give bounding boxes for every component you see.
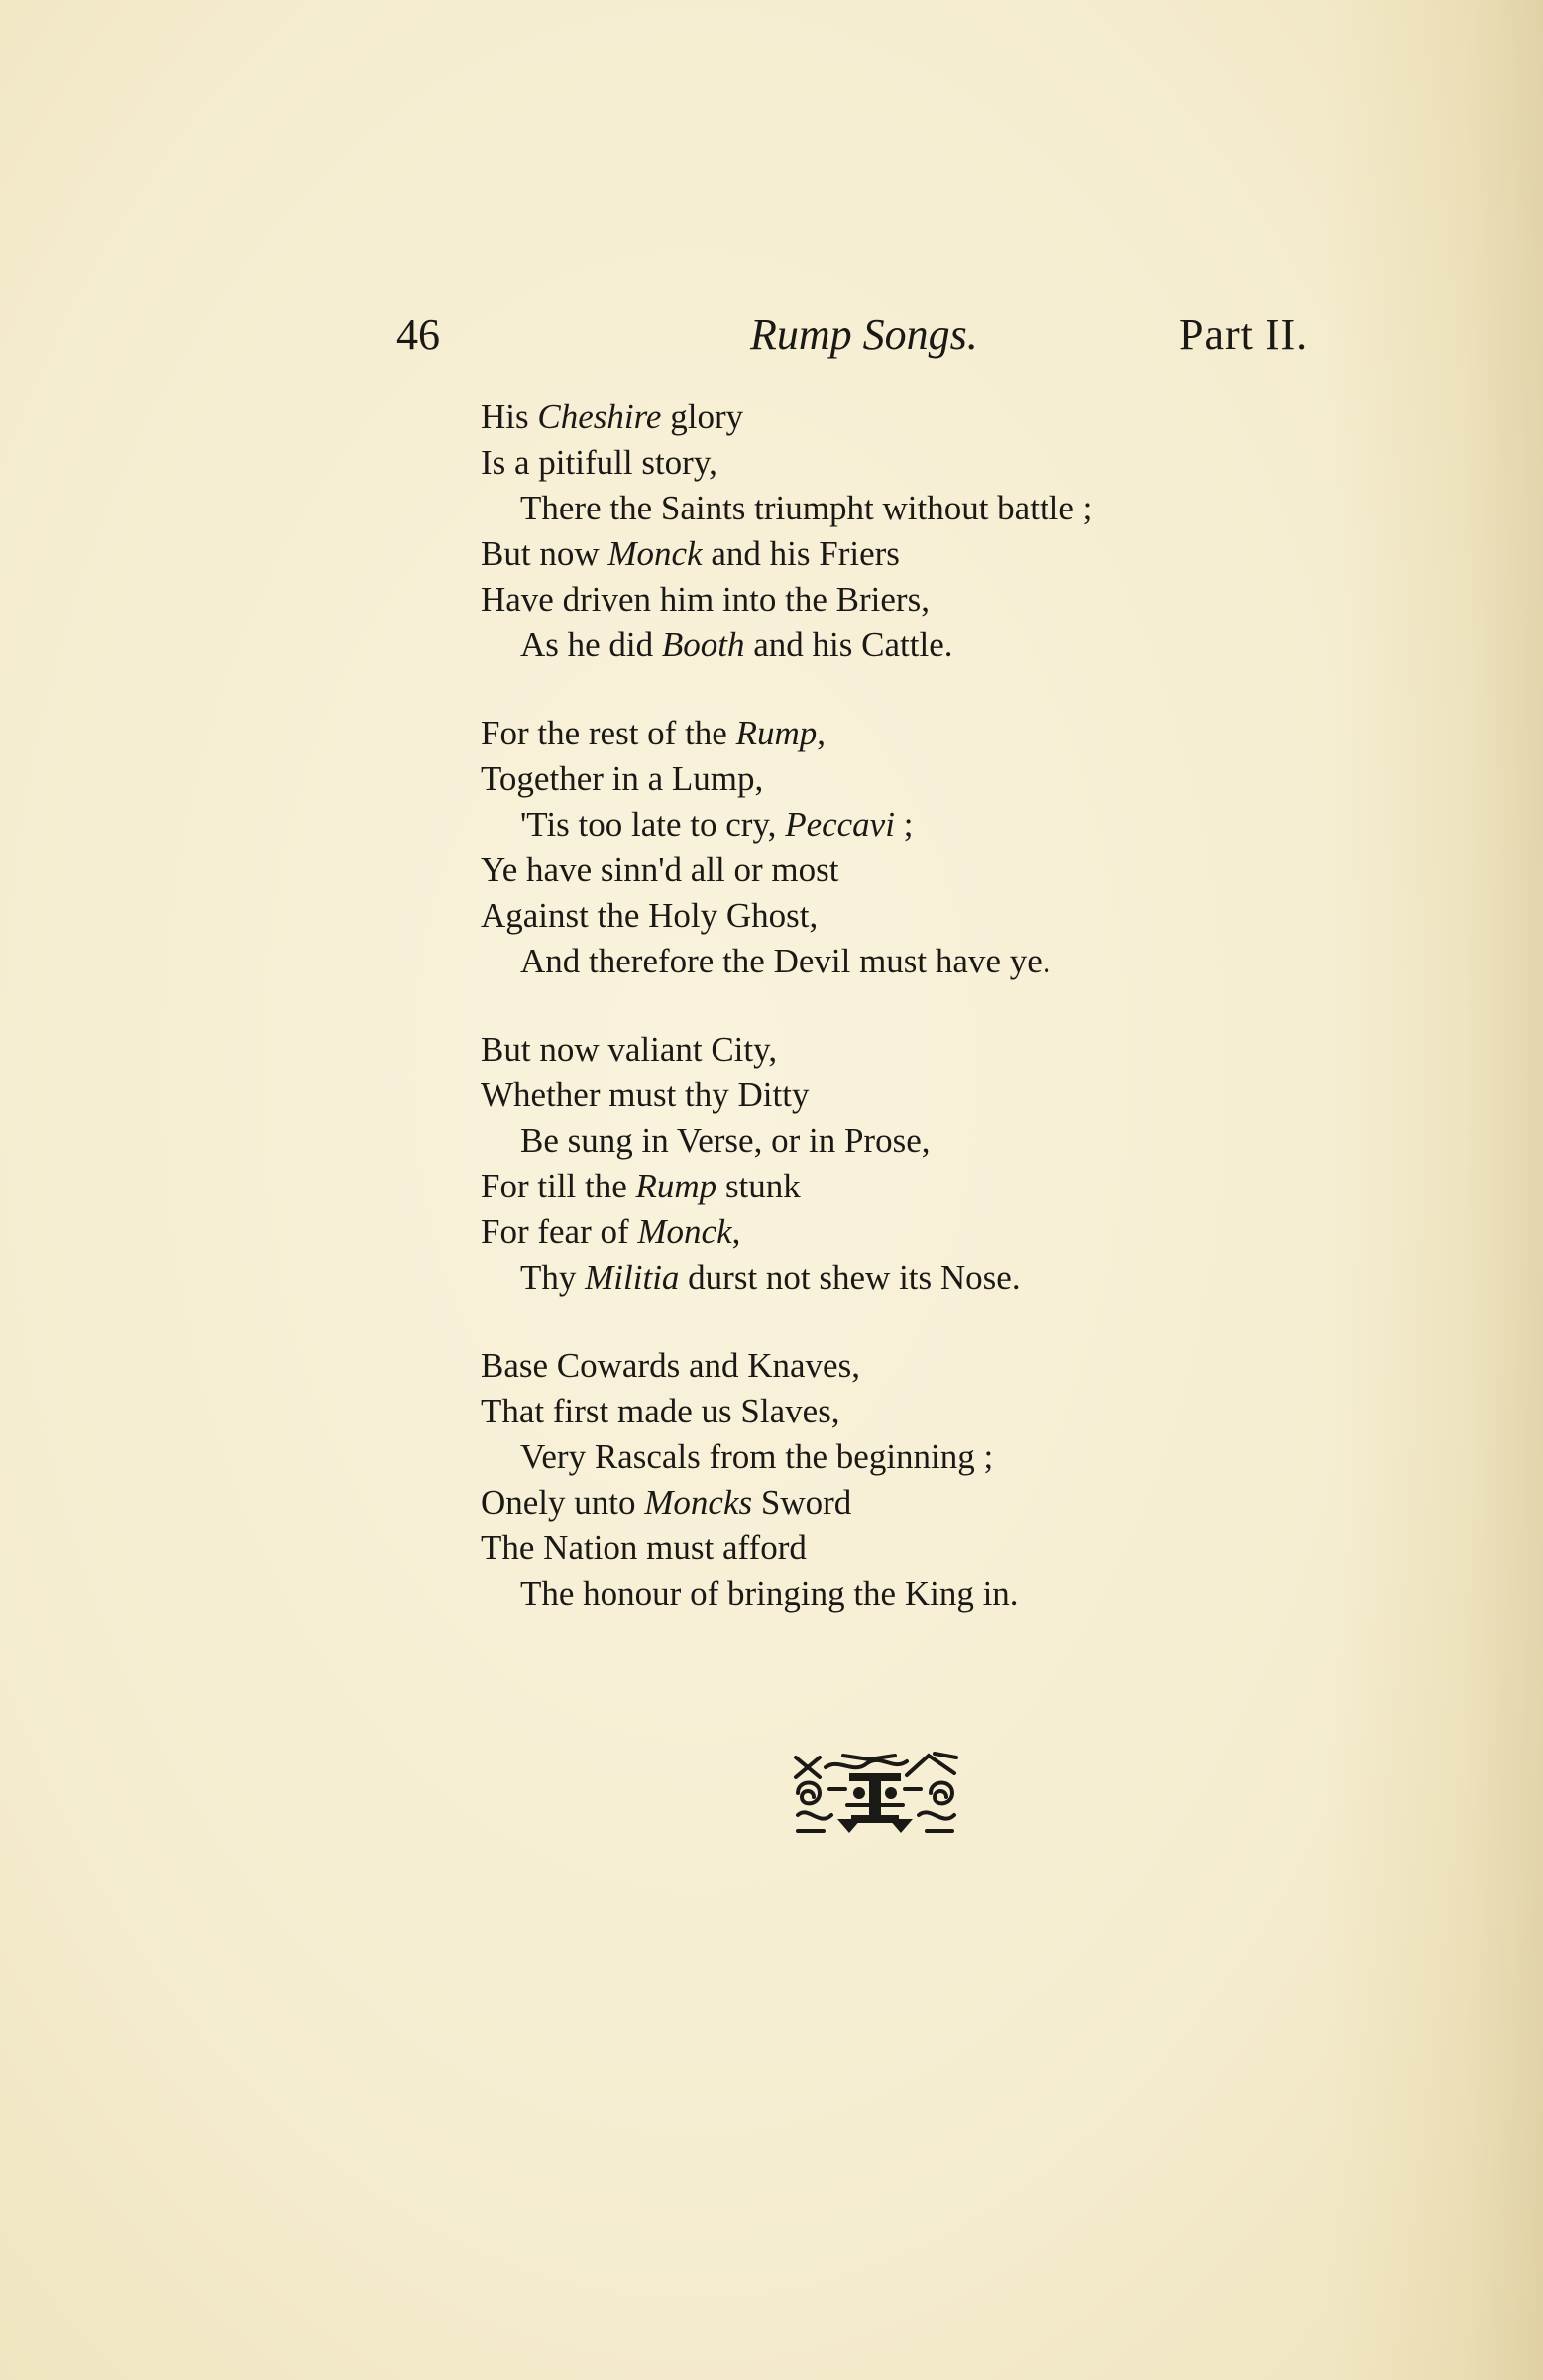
verse-line: Together in a Lump, [481, 759, 764, 798]
verse-line: Onely unto Moncks Sword [481, 1483, 852, 1522]
verse-line: The honour of bringing the King in. [520, 1574, 1019, 1613]
verse-line: Against the Holy Ghost, [481, 896, 819, 935]
verse-line: That first made us Slaves, [481, 1392, 840, 1430]
verse-line: For the rest of the Rump, [481, 714, 826, 752]
song-text [481, 395, 1373, 1659]
verse-line: There the Saints triumpht without battle ; [520, 489, 1093, 527]
verse-line: Very Rascals from the beginning ; [520, 1437, 994, 1476]
verse-line: The Nation must afford [481, 1529, 807, 1567]
part-label: Part II. [1179, 310, 1309, 359]
stanza [481, 1343, 1373, 1617]
verse-line: Thy Militia durst not shew its Nose. [520, 1258, 1021, 1297]
stanza [481, 395, 1373, 668]
printers-ornament-icon [790, 1750, 960, 1837]
stanza [481, 711, 1373, 984]
page-number: 46 [396, 310, 440, 359]
verse-line: Base Cowards and Knaves, [481, 1346, 860, 1385]
verse-line: But now Monck and his Friers [481, 534, 900, 573]
verse-line: 'Tis too late to cry, Peccavi ; [520, 805, 914, 844]
verse-line: But now valiant City, [481, 1030, 778, 1069]
stanza [481, 1027, 1373, 1301]
verse-line: Have driven him into the Briers, [481, 580, 930, 619]
verse-line: Is a pitifull story, [481, 443, 717, 482]
verse-line: For fear of Monck, [481, 1212, 741, 1251]
verse-line: For till the Rump stunk [481, 1167, 801, 1205]
verse-line: Whether must thy Ditty [481, 1076, 810, 1114]
verse-line: His Cheshire glory [481, 397, 744, 436]
running-header [396, 303, 1348, 363]
verse-line: Ye have sinn'd all or most [481, 850, 839, 889]
verse-line: And therefore the Devil must have ye. [520, 942, 1051, 980]
running-title: Rump Songs. [750, 310, 978, 359]
verse-line: As he did Booth and his Cattle. [520, 625, 953, 664]
verse-line: Be sung in Verse, or in Prose, [520, 1121, 931, 1160]
